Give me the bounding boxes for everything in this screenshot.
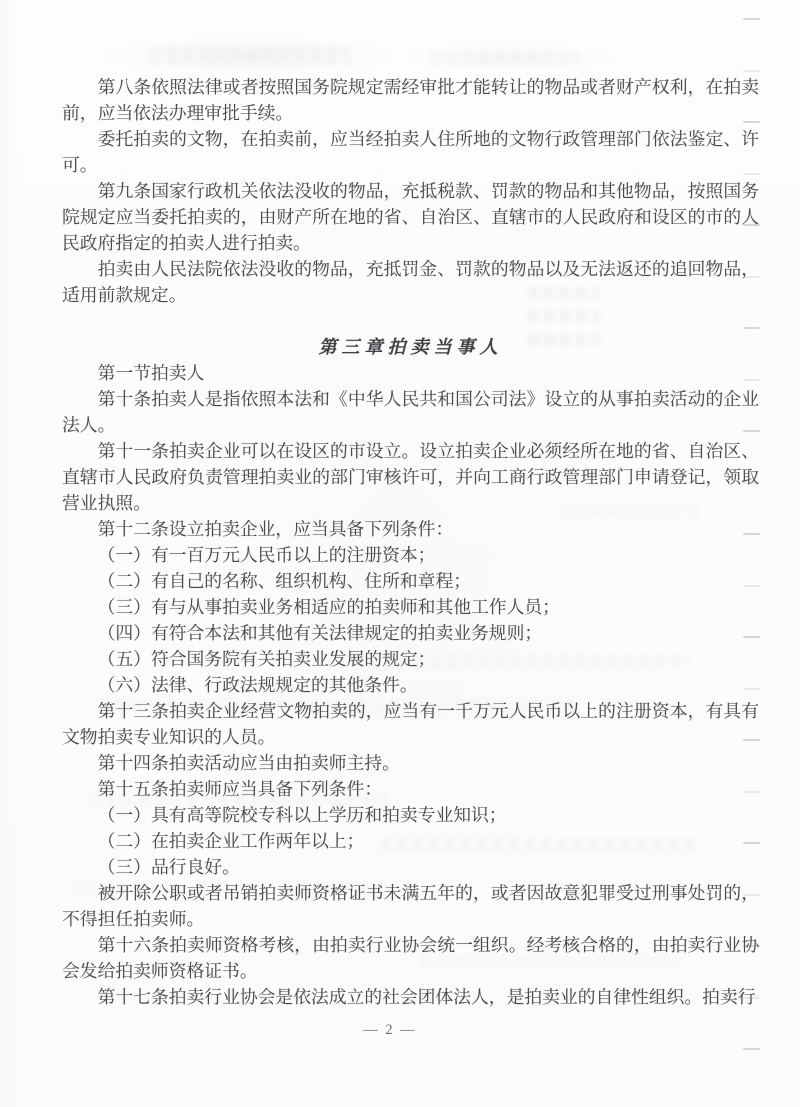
paragraph: 第十三条拍卖企业经营文物拍卖的，应当有一千万元人民币以上的注册资本，有具有文物拍卖专业知识的人员。 xyxy=(62,701,759,747)
scan-edge-dash xyxy=(743,276,760,278)
scan-edge-dash xyxy=(743,533,760,535)
scan-edge-dash xyxy=(743,173,760,175)
paragraph: 第十五条拍卖师应当具备下列条件： xyxy=(97,779,383,799)
scan-edge-dash xyxy=(743,894,760,896)
scan-edge-dash xyxy=(743,842,760,844)
paragraph: 第十一条拍卖企业可以在设区的市设立。设立拍卖企业必须经所在地的省、自治区、直辖市人民政府负责管理拍卖业的部门审核许可，并向工商行政管理部门申请登记，领取营业执照。 xyxy=(62,441,759,513)
bleedthrough-smudge xyxy=(430,50,580,64)
paragraph: 委托拍卖的文物，在拍卖前，应当经拍卖人住所地的文物行政管理部门依法鉴定、许可。 xyxy=(62,129,759,175)
scan-edge-dash xyxy=(743,739,760,741)
paragraph: （一）有一百万元人民币以上的注册资本； xyxy=(97,545,436,565)
paragraph: （四）有符合本法和其他有关法律规定的拍卖业务规则； xyxy=(97,623,543,643)
paragraph: （五）符合国务院有关拍卖业发展的规定； xyxy=(97,649,436,669)
scan-edge-dash xyxy=(743,430,760,432)
paragraph: （二）有自己的名称、组织机构、住所和章程； xyxy=(97,571,472,591)
paragraph: 第十六条拍卖师资格考核，由拍卖行业协会统一组织。经考核合格的，由拍卖行业协会发给拍卖师资格证书。 xyxy=(62,935,759,981)
paragraph: 第八条依照法律或者按照国务院规定需经审批才能转让的物品或者财产权利，在拍卖前，应当依法办理审批手续。 xyxy=(62,77,759,123)
scan-edge-dash xyxy=(743,945,760,947)
scan-edge-dash xyxy=(743,224,760,226)
paragraph: （一）具有高等院校专科以上学历和拍卖专业知识； xyxy=(97,805,507,825)
page-number: — 2 — xyxy=(363,1022,417,1038)
scan-edge-dash xyxy=(743,121,760,123)
scan-edge-dash xyxy=(743,482,760,484)
paragraph: （三）有与从事拍卖业务相适应的拍卖师和其他工作人员； xyxy=(97,597,560,617)
paragraph: 第十二条设立拍卖企业，应当具备下列条件： xyxy=(97,519,454,539)
scan-edge-dash xyxy=(743,791,760,793)
scan-edge-dash xyxy=(743,1048,760,1050)
bleedthrough-smudge xyxy=(150,46,350,64)
paragraph: 第十四条拍卖活动应当由拍卖师主持。 xyxy=(97,753,400,773)
paragraph: 拍卖由人民法院依法没收的物品，充抵罚金、罚款的物品以及无法返还的追回物品，适用前款规定。 xyxy=(62,259,759,305)
scan-edge-dash xyxy=(743,636,760,638)
paragraph: 第九条国家行政机关依法没收的物品，充抵税款、罚款的物品和其他物品，按照国务院规定应当委托拍卖的，由财产所在地的省、自治区、直辖市的人民政府和设区的市的人民政府指定的拍卖人进行拍卖。 xyxy=(62,181,759,253)
paragraph: 第一节拍卖人 xyxy=(97,363,205,383)
document-body xyxy=(62,74,759,1010)
paragraph: 第十条拍卖人是指依照本法和《中华人民共和国公司法》设立的从事拍卖活动的企业法人。 xyxy=(62,389,759,435)
paragraph: 被开除公职或者吊销拍卖师资格证书未满五年的，或者因故意犯罪受过刑事处罚的，不得担任拍卖师。 xyxy=(62,883,759,929)
paragraph: （二）在拍卖企业工作两年以上； xyxy=(97,831,365,851)
paragraph: 第十七条拍卖行业协会是依法成立的社会团体法人，是拍卖业的自律性组织。拍卖行 xyxy=(97,987,756,1007)
scan-edge-dash xyxy=(743,18,760,20)
scan-edge-dash xyxy=(743,327,760,329)
scan-edge-dash xyxy=(743,70,760,72)
paragraph: （六）法律、行政法规规定的其他条件。 xyxy=(97,675,418,695)
scan-edge-dash xyxy=(743,688,760,690)
chapter-heading: 第三章拍卖当事人 xyxy=(318,337,503,357)
scan-edge-dash xyxy=(743,379,760,381)
paragraph: （三）品行良好。 xyxy=(97,857,240,877)
scan-edge-dash xyxy=(743,997,760,999)
scan-edge-dash xyxy=(743,585,760,587)
